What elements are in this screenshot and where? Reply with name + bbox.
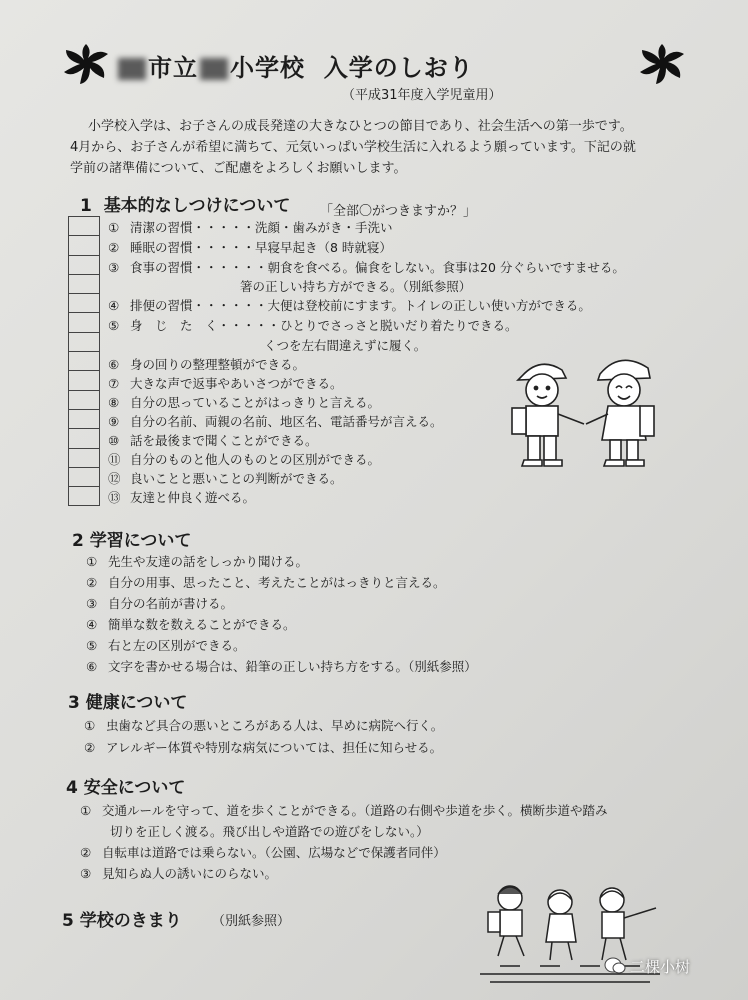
checkbox[interactable] (69, 468, 99, 487)
checkbox[interactable] (69, 352, 99, 371)
children-holding-hands-illustration (500, 348, 680, 476)
checkbox[interactable] (69, 487, 99, 506)
list-item: ② 自転車は道路では乗らない。（公園、広場などで保護者同伴） (80, 845, 446, 860)
list-item: ② 自分の用事、思ったこと、考えたことがはっきりと言える。 (86, 575, 446, 590)
checkbox[interactable] (69, 294, 99, 313)
intro-line-3: 学前の諸準備について、ご配慮をよろしくお願いします。 (70, 161, 407, 176)
flower-left-icon (60, 42, 112, 86)
intro-line-1: 小学校入学は、お子さんの成長発達の大きなひとつの節目であり、社会生活への第一歩です。 (88, 119, 633, 134)
checkbox[interactable] (69, 429, 99, 448)
redacted-school-name (200, 58, 228, 80)
chat-bubble-icon (604, 956, 626, 976)
checkbox[interactable] (69, 333, 99, 352)
list-item: ④ 簡単な数を数えることができる。 (86, 617, 296, 632)
section-2-heading: 2 学習について (72, 531, 192, 551)
checkbox[interactable] (69, 371, 99, 390)
list-item: ⑥ 身の回りの整理整頓ができる。 (108, 357, 306, 372)
checkbox[interactable] (69, 275, 99, 294)
list-item: ④ 排便の習慣・・・・・・大便は登校前にすます。トイレの正しい使い方ができる。 (108, 298, 591, 313)
checkbox[interactable] (69, 217, 99, 236)
list-item: ⑦ 大きな声で返事やあいさつができる。 (108, 376, 343, 391)
section-5-heading: 5 学校のきまり (62, 911, 182, 931)
list-item: ① 先生や友達の話をしっかり聞ける。 (86, 554, 309, 569)
list-item: ① 虫歯など具合の悪いところがある人は、早めに病院へ行く。 (84, 718, 444, 733)
list-item: ⑤ 右と左の区別ができる。 (86, 638, 246, 653)
list-item: ⑧ 自分の思っていることがはっきりと言える。 (108, 395, 381, 410)
subtitle: （平成31年度入学児童用） (342, 88, 502, 103)
list-item: ⑨ 自分の名前、両親の名前、地区名、電話番号が言える。 (108, 414, 443, 429)
flower-right-icon (636, 42, 688, 86)
page-title: 市立 小学校 入学のしおり (116, 48, 474, 83)
redacted-city-name (118, 58, 146, 80)
checkbox[interactable] (69, 313, 99, 332)
list-item: ⑫ 良いことと悪いことの判断ができる。 (108, 471, 343, 486)
checkbox-column (68, 216, 100, 506)
list-item: ① 清潔の習慣・・・・・洗顔・歯みがき・手洗い (108, 220, 393, 235)
list-item: ② アレルギー体質や特別な病気については、担任に知らせる。 (84, 740, 443, 755)
section-1-heading: 1 基本的なしつけについて (80, 196, 291, 216)
list-item-continuation: 箸の正しい持ち方ができる。（別紙参照） (240, 279, 472, 294)
list-item: ① 交通ルールを守って、道を歩くことができる。（道路の右側や歩道を歩く。横断歩道や踏み (80, 803, 608, 818)
section-3-heading: 3 健康について (68, 693, 188, 713)
section-4-heading: 4 安全について (66, 778, 186, 798)
checkbox[interactable] (69, 410, 99, 429)
checkbox[interactable] (69, 449, 99, 468)
checkbox[interactable] (69, 256, 99, 275)
list-item-continuation: くつを左右間違えずに履く。 (264, 338, 427, 353)
intro-line-2: 4月から、お子さんが希望に満ちて、元気いっぱい学校生活に入れるよう願っています。下記の就 (70, 140, 636, 155)
list-item: ⑬ 友達と仲良く遊べる。 (108, 490, 256, 505)
list-item: ⑩ 話を最後まで聞くことができる。 (108, 433, 318, 448)
list-item: ③ 見知らぬ人の誘いにのらない。 (80, 866, 278, 881)
list-item: ③ 食事の習慣・・・・・・朝食を食べる。偏食をしない。食事は20 分ぐらいですませる。 (108, 260, 625, 275)
list-item: ③ 自分の名前が書ける。 (86, 596, 234, 611)
list-item: ⑥ 文字を書かせる場合は、鉛筆の正しい持ち方をする。（別紙参照） (86, 659, 477, 674)
list-item: ⑪ 自分のものと他人のものとの区別ができる。 (108, 452, 381, 467)
list-item: ⑤ 身 じ た く・・・・・ひとりでさっさと脱いだり着たりできる。 (108, 318, 518, 333)
checkbox[interactable] (69, 236, 99, 255)
section-5-note: （別紙参照） (212, 914, 291, 929)
checkbox[interactable] (69, 391, 99, 410)
section-1-hint: 「全部〇がつきますか？」 (320, 204, 477, 219)
watermark: 二棵小树 (630, 958, 691, 976)
list-item-continuation: 切りを正しく渡る。飛び出しや道路での遊びをしない。） (110, 824, 429, 839)
list-item: ② 睡眠の習慣・・・・・早寝早起き（8 時就寝） (108, 240, 392, 255)
